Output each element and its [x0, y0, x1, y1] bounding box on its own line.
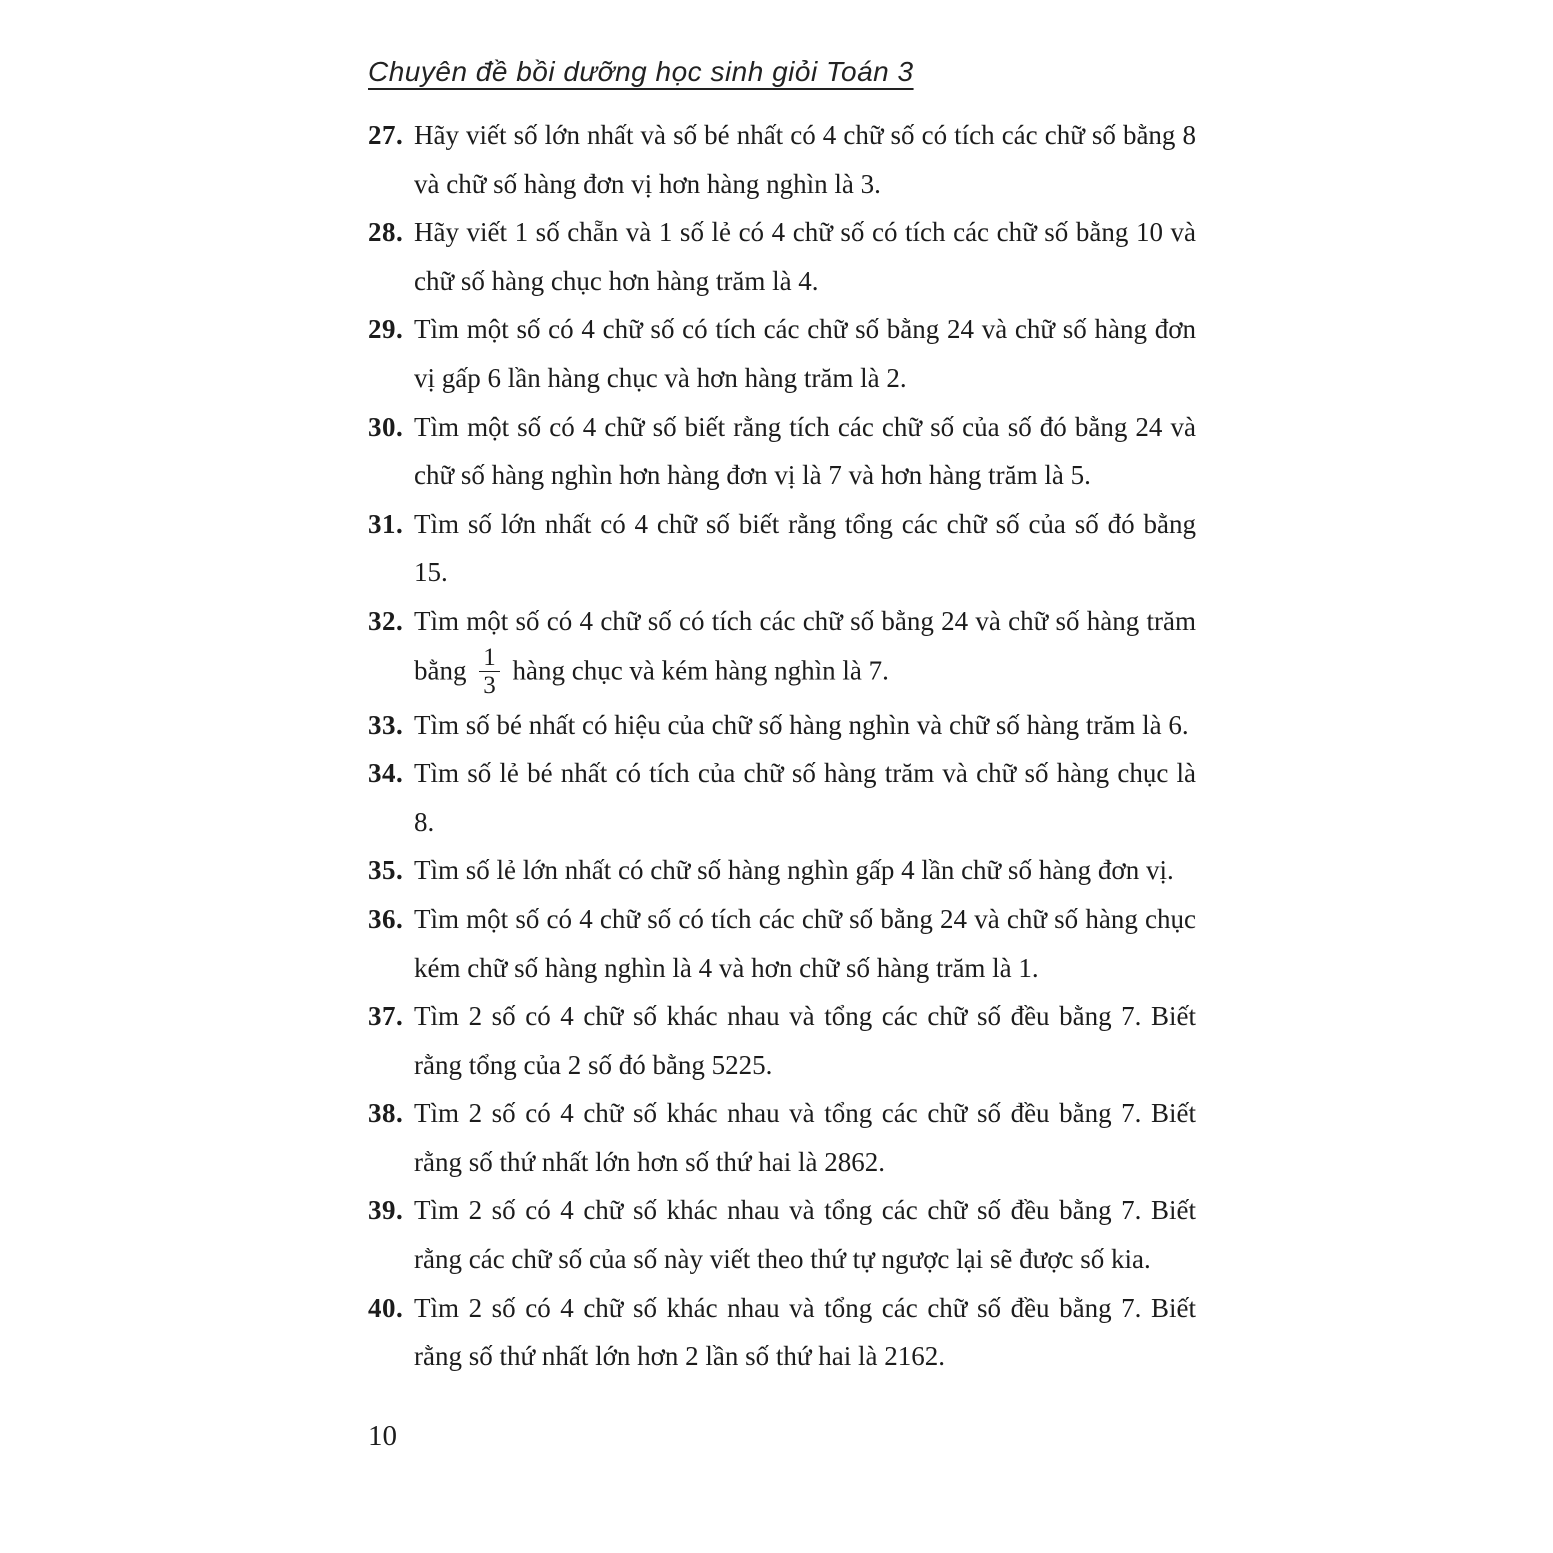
problem-item: [368, 701, 1196, 750]
problem-text: Tìm 2 số có 4 chữ số khác nhau và tổng các chữ số đều bằng 7. Biết rằng tổng của 2 số đó bằng 5225.: [414, 1001, 1196, 1080]
problem-item: [368, 111, 1196, 208]
problem-number: 33.: [368, 709, 404, 740]
fraction-numerator: 1: [483, 643, 496, 671]
fraction-denominator: 3: [479, 671, 500, 699]
problem-number: 38.: [368, 1098, 404, 1129]
problem-text: Tìm số lớn nhất có 4 chữ số biết rằng tổng các chữ số của số đó bằng 15.: [414, 508, 1196, 588]
problem-number: 27.: [368, 120, 404, 150]
problem-item: [368, 749, 1196, 846]
problem-number: 35.: [368, 855, 404, 886]
problem-text: Tìm một số có 4 chữ số có tích các chữ số bằng 24 và chữ số hàng chục kém chữ số hàng nghìn là 4 và hơn chữ số hàng trăm là 1.: [414, 903, 1196, 983]
problem-text: Tìm một số có 4 chữ số có tích các chữ số bằng 24 và chữ số hàng đơn vị gấp 6 lần hàng chục và hơn hàng trăm là 2.: [414, 314, 1196, 393]
problem-text: Tìm số lẻ lớn nhất có chữ số hàng nghìn gấp 4 lần chữ số hàng đơn vị.: [414, 855, 1174, 886]
problem-number: 32.: [368, 605, 404, 636]
problem-item: [368, 208, 1196, 305]
problem-item: [368, 895, 1196, 992]
problem-number: 36.: [368, 903, 404, 934]
problem-text: Hãy viết 1 số chẵn và 1 số lẻ có 4 chữ số có tích các chữ số bằng 10 và chữ số hàng chục hơn hàng trăm là 4.: [414, 217, 1196, 296]
problem-item: [368, 597, 1196, 701]
problem-item: [368, 1284, 1196, 1381]
problem-item: [368, 992, 1196, 1089]
problem-item: [368, 1186, 1196, 1283]
problem-text: Tìm một số có 4 chữ số có tích các chữ số bằng 24 và chữ số hàng trăm bằng: [414, 605, 1196, 686]
problem-text: Tìm một số có 4 chữ số biết rằng tích các chữ số của số đó bằng 24 và chữ số hàng nghìn hơn hàng đơn vị là 7 và hơn hàng trăm là 5.: [414, 411, 1196, 491]
problem-text: Tìm số bé nhất có hiệu của chữ số hàng nghìn và chữ số hàng trăm là 6.: [414, 709, 1189, 740]
problem-list: [368, 111, 1196, 1381]
problem-text: Tìm số lẻ bé nhất có tích của chữ số hàng trăm và chữ số hàng chục là 8.: [414, 758, 1196, 837]
problem-text: hàng chục và kém hàng nghìn là 7.: [512, 655, 889, 686]
problem-number: 37.: [368, 1001, 404, 1032]
problem-number: 39.: [368, 1195, 404, 1226]
problem-number: 40.: [368, 1292, 404, 1323]
problem-number: 28.: [368, 217, 404, 248]
problem-number: 34.: [368, 758, 404, 789]
problem-item: [368, 500, 1196, 597]
problem-text: Tìm 2 số có 4 chữ số khác nhau và tổng các chữ số đều bằng 7. Biết rằng số thứ nhất lớn hơn số thứ hai là 2862.: [414, 1098, 1196, 1177]
problem-text: Hãy viết số lớn nhất và số bé nhất có 4 chữ số có tích các chữ số bằng 8 và chữ số hàng đơn vị hơn hàng nghìn là 3.: [414, 120, 1196, 199]
problem-item: [368, 403, 1196, 500]
problem-number: 29.: [368, 314, 404, 345]
problem-number: 30.: [368, 411, 404, 442]
problem-item: [368, 1089, 1196, 1186]
page-header-title: Chuyên đề bồi dưỡng học sinh giỏi Toán 3: [368, 56, 914, 87]
fraction: [479, 644, 500, 699]
problem-text: Tìm 2 số có 4 chữ số khác nhau và tổng các chữ số đều bằng 7. Biết rằng các chữ số của số này viết theo thứ tự ngược lại sẽ được số kia.: [414, 1195, 1196, 1275]
problem-text: Tìm 2 số có 4 chữ số khác nhau và tổng các chữ số đều bằng 7. Biết rằng số thứ nhất lớn hơn 2 lần số thứ hai là 2162.: [414, 1292, 1196, 1372]
problem-item: [368, 846, 1196, 895]
page-number: 10: [368, 1420, 397, 1452]
problem-number: 31.: [368, 508, 404, 539]
problem-item: [368, 305, 1196, 402]
